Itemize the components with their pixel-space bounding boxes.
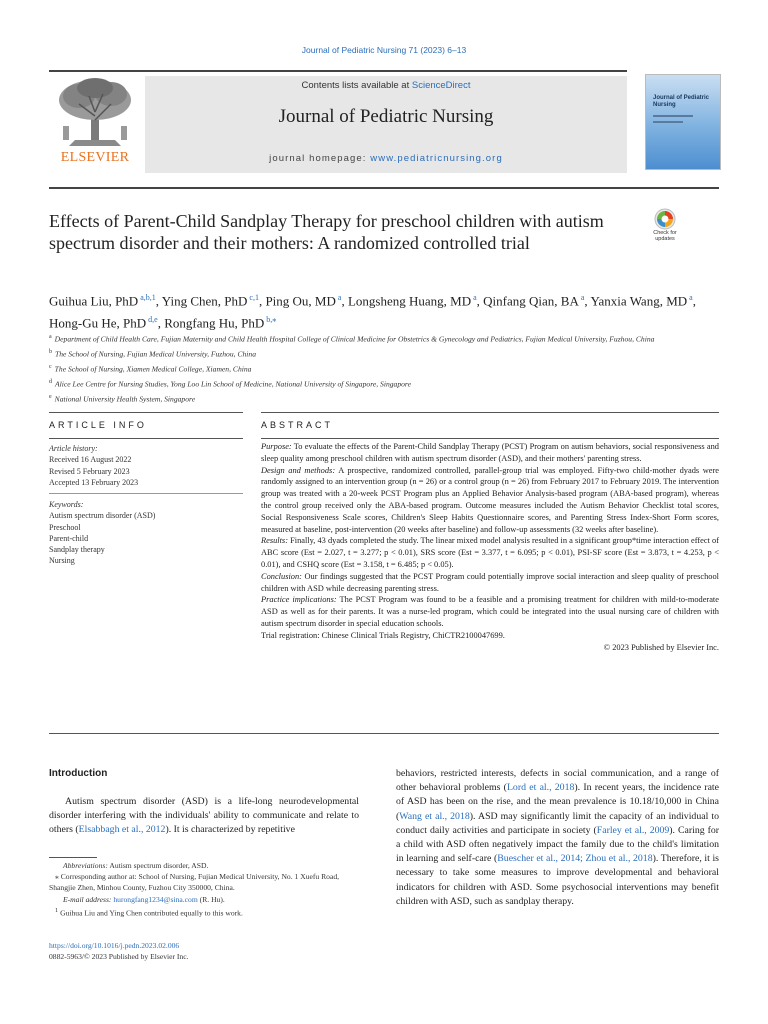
design-label: Design and methods: (261, 465, 336, 475)
equal-text: Guihua Liu and Ying Chen contributed equally to this work. (60, 908, 243, 918)
intro-right-text: ). Caring for a child with ASD often negatively impact the family due to the child's limitation in learning and self-care ( (396, 824, 720, 865)
history-label: Article history: (49, 444, 98, 453)
abbrev-label: Abbreviations: (63, 861, 108, 870)
results-text: Finally, 43 dyads completed the study. The linear mixed model analysis resulted in a significant group*time interaction effect of ABC score (Est = 2.027, t = 3.277; p < 0.01), SRS score (Est = 3.377, t = 6.095; p < 0.01), PSI-SF score (Est = 3.873, t = 4.253, p < 0.01), and CSHQ score (Est = 3.158, t = 6.485; p < 0.05). (261, 536, 720, 569)
intro-left-text-end: ). It is characterized by repetitive (165, 824, 295, 836)
author[interactable]: Longsheng Huang, MD (347, 293, 472, 309)
abstract-body (261, 441, 719, 653)
author-affiliation-marker[interactable]: a,b,1 (140, 293, 156, 302)
affiliation (49, 376, 729, 391)
author[interactable]: Yanxia Wang, MD (590, 293, 688, 309)
citation-link[interactable]: Buescher et al., 2014; Zhou et al., 2018 (497, 853, 653, 865)
affiliation (49, 391, 729, 406)
intro-right-text: ). In recent years, the incidence rate of ASD has been on the rise, and the mean prevalence is 10.18/10,000 in China ( (396, 782, 719, 822)
conclusion-label: Conclusion: (261, 571, 302, 581)
footnote-rule (49, 857, 97, 858)
affiliation-marker: b (49, 349, 52, 356)
keyword[interactable]: Autism spectrum disorder (ASD) (49, 511, 156, 521)
affiliation-text: The School of Nursing, Xiamen Medical College, Xiamen, China (54, 364, 252, 374)
affiliation-marker: e (49, 394, 52, 401)
email-link[interactable]: hurongfang1234@sina.com (113, 894, 198, 904)
header-bottom-rule (49, 187, 719, 189)
introduction-heading: Introduction (49, 768, 108, 779)
abstract-purpose (261, 441, 719, 465)
author-affiliation-marker[interactable]: d,e (148, 315, 158, 325)
abstract-practice (261, 594, 719, 629)
article-info-heading: ARTICLE INFO (49, 420, 147, 430)
cover-line (653, 115, 693, 117)
practice-label: Practice implications: (261, 595, 337, 605)
citation-link[interactable]: Wang et al., 2018 (399, 810, 470, 822)
affiliation-text: Department of Child Health Care, Fujian Maternity and Child Health Hospital College of Clinical Medicine for Obstetrics & Gynecology and Pediatrics, Fujian Medical University, Fuzhou, China (54, 334, 655, 344)
article-info-rule-top (49, 412, 243, 413)
author[interactable]: Qinfang Qian, BA (483, 293, 579, 309)
affiliation-marker: a (49, 334, 52, 340)
affiliation-list (49, 331, 729, 406)
author-list: Guihua Liu, PhD $^{a,b,1}$, Ying Chen, PhD $^{c,1}$, Ping Ou, MD $^a$, Longsheng Huang, MD $^a$, Qinfang Qian, BA $^a$, Yanxia Wang, MD $^a$, Hong-Gu He, PhD $^{d,e}$, Rongfang Hu, PhD $^{b,⁎}$ (49, 293, 696, 331)
purpose-text: To evaluate the effects of the Parent-Child Sandplay Therapy (PCST) Program on autism behaviors, social responsiveness and sleep quality among preschool children with autism spectrum disorder (ASD), and their mothers' parenting stress. (261, 442, 719, 463)
keyword[interactable]: Nursing (49, 556, 75, 566)
abstract-design (261, 465, 719, 536)
history-revised: Revised 5 February 2023 (49, 466, 130, 476)
keyword[interactable]: Parent-child (49, 533, 89, 543)
keywords-label: Keywords: (49, 500, 84, 509)
doi-link[interactable]: https://doi.org/10.1016/j.pedn.2023.02.006 (49, 941, 180, 950)
citation-link[interactable]: Lord et al., 2018 (506, 782, 575, 794)
journal-name: Journal of Pediatric Nursing (278, 106, 494, 127)
conclusion-text: Our findings suggested that the PCST Program could potentially improve social interaction and sleep quality of preschool children with ASD while decreasing parenting stress. (261, 571, 720, 593)
author[interactable]: Ping Ou, MD (265, 293, 336, 309)
corresponding-mark: ⁎ (55, 872, 59, 882)
article-history (49, 443, 243, 488)
design-text: A prospective, randomized controlled, parallel-group trial was employed. Fifty-two child-mother dyads were randomly assigned to an intervention group (n = 26) or a control group (n = 26) from February 2017 to February 2019. The intervention group was treated with a 20-week PCST Program plus an Applied Behavior Analysis-based program (ABA-based program), whereas the control group received only the ABA-based program. Outcome measures included the Autism Behavior Checklist total scores, Social Responsiveness Scale scores, Children's Sleep Habits Questionnaire scores, and Parenting Stress Index-Short Form scores, measured at baseline, post-intervention (20 weeks after baseline) and follow-up assessments (32 weeks after baseline). (261, 465, 719, 534)
abstract-conclusion (261, 571, 719, 595)
article-title: Effects of Parent-Child Sandplay Therapy for preschool children with autism spectrum disorder and their mothers: A randomized controlled trial (49, 211, 604, 253)
email-label: E-mail address: (63, 894, 112, 904)
doi-block (49, 940, 369, 962)
affiliation-text: The School of Nursing, Fujian Medical University, Fuzhou, China (55, 349, 257, 359)
abbrev-text: Autism spectrum disorder, ASD. (109, 861, 209, 870)
abstract-heading: ABSTRACT (261, 420, 334, 430)
equal-mark: 1 (55, 906, 59, 914)
history-divider (49, 493, 243, 494)
journal-citation[interactable]: Journal of Pediatric Nursing 71 (2023) 6–13 (301, 45, 467, 55)
contents-prefix: Contents lists available at (301, 80, 412, 91)
affiliation-text: National University Health System, Singapore (54, 394, 196, 404)
footnote-email (49, 894, 359, 905)
author-affiliation-marker[interactable]: a (689, 293, 693, 302)
keyword[interactable]: Preschool (49, 522, 81, 532)
elsevier-wordmark: ELSEVIER (60, 150, 130, 165)
article-info-rule (49, 438, 243, 439)
author-affiliation-marker[interactable]: a (337, 293, 342, 302)
practice-text: The PCST Program was found to be a feasible and a promising treatment for children with mild-to-moderate ASD as well as for their parents. It was a nurse-led program, which could be integrated into the usual nursing care of children with autism spectrum disorder in special education schools. (261, 595, 719, 628)
author[interactable]: Guihua Liu, PhD (49, 293, 139, 309)
author[interactable]: Hong-Gu He, PhD (49, 315, 147, 331)
footnotes (49, 860, 359, 919)
footnote-corresponding (49, 871, 359, 893)
author-affiliation-marker[interactable]: a (473, 293, 477, 302)
keyword[interactable]: Sandplay therapy (49, 545, 105, 555)
keywords (49, 499, 243, 567)
purpose-label: Purpose: (261, 442, 292, 451)
footnote-abbreviations (49, 860, 359, 871)
intro-right-text: ). Therefore, it is necessary to take some measures to improve developmental and behavioral indicators for children with ASD. Some psychosocial interventions may benefit children with ASD, such as sandplay therapy. (396, 853, 719, 907)
check-updates-label: Check for updates (653, 230, 677, 242)
author[interactable]: Rongfang Hu, PhD (164, 315, 265, 331)
email-suffix: (R. Hu). (199, 894, 225, 904)
intro-right-text: behaviors, restricted interests, defects in social communication, and a range of other behavioral problems ( (396, 768, 719, 794)
cover-title: Journal of Pediatric Nursing (653, 95, 710, 108)
header-rule (49, 70, 627, 72)
abstract-results (261, 535, 719, 570)
author[interactable]: Ying Chen, PhD (161, 293, 248, 309)
affiliation (49, 346, 729, 361)
intro-right-paragraph (396, 767, 719, 909)
author-affiliation-marker[interactable]: c,1 (249, 293, 259, 302)
intro-left-text: Autism spectrum disorder (ASD) is a life-long neurodevelopmental disorder interfering with the individuals' ability to communicate and relate to others ( (49, 796, 359, 836)
sciencedirect-link[interactable]: ScienceDirect (411, 80, 471, 91)
corresponding-text: Corresponding author at: School of Nursing, Fujian Medical University, No. 1 Xuefu Road, Shangjie Zhen, Minhou County, Fuzhou City 350000, China. (49, 872, 340, 893)
intro-left-paragraph (49, 795, 359, 838)
abstract-bottom-rule (49, 733, 719, 734)
affiliation (49, 361, 729, 376)
citation-link[interactable]: Farley et al., 2009 (596, 824, 670, 836)
abstract-rule-top (261, 412, 719, 413)
results-label: Results: (261, 536, 288, 546)
homepage-link[interactable]: www.pediatricnursing.org (370, 153, 503, 164)
trial-registration: Trial registration: Chinese Clinical Trials Registry, ChiCTR2100047699. (261, 630, 505, 640)
cover-line (653, 121, 683, 123)
affiliation (49, 331, 729, 346)
contents-line (145, 80, 627, 91)
check-for-updates-badge[interactable] (646, 208, 684, 246)
citation-link[interactable]: Elsabbagh et al., 2012 (78, 824, 166, 836)
issn-line: 0882-5963/© 2023 Published by Elsevier Inc. (49, 952, 189, 962)
author-affiliation-marker[interactable]: a (580, 293, 585, 302)
homepage-label: journal homepage: (269, 153, 371, 164)
journal-cover-image[interactable] (645, 74, 721, 170)
history-accepted: Accepted 13 February 2023 (49, 477, 139, 487)
author-affiliation-marker[interactable]: b,⁎ (266, 315, 277, 325)
history-received: Received 16 August 2022 (49, 455, 132, 465)
footnote-equal-contribution (49, 905, 359, 919)
affiliation-text: Alice Lee Centre for Nursing Studies, Yong Loo Lin School of Medicine, National University of Singapore, Singapore (55, 379, 411, 389)
abstract-copyright: © 2023 Published by Elsevier Inc. (603, 642, 719, 652)
affiliation-marker: c (49, 364, 52, 371)
affiliation-marker: d (49, 379, 52, 386)
abstract-rule (261, 438, 719, 439)
journal-homepage (145, 153, 627, 164)
check-updates-icon (646, 208, 684, 230)
intro-right-text: ). ASD may significantly limit the capacity of an individual to conduct daily activities and participate in society ( (396, 810, 719, 836)
